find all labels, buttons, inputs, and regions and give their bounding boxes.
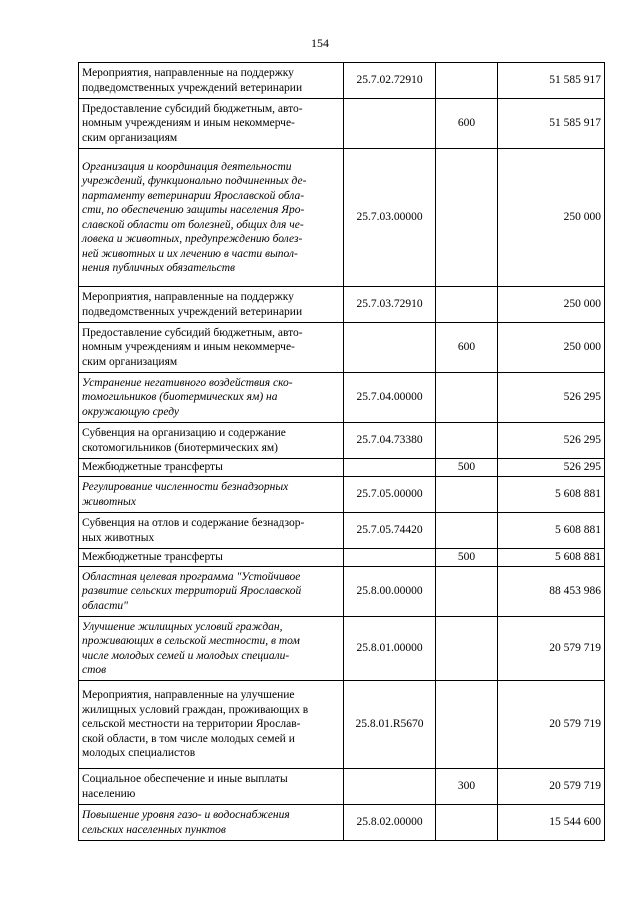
row-code-cell xyxy=(344,323,436,373)
row-code-cell: 25.7.02.72910 xyxy=(344,63,436,99)
row-name-line: Субвенция на отлов и содержание безнадзор- xyxy=(82,517,305,529)
row-name-line: номным учреждениям и иным некоммерче- xyxy=(82,341,295,354)
table-row xyxy=(79,805,605,841)
row-code-cell: 25.7.04.73380 xyxy=(344,423,436,459)
row-name-line: Субвенция на организацию и содержание xyxy=(82,427,286,439)
row-kind-cell: 300 xyxy=(436,769,498,805)
row-name-cell xyxy=(79,477,344,513)
row-kind-cell: 500 xyxy=(436,459,498,477)
row-kind-cell: 600 xyxy=(436,99,498,149)
row-amount-cell: 20 579 719 xyxy=(498,769,605,805)
row-kind-cell xyxy=(436,477,498,513)
table-row xyxy=(79,567,605,617)
row-code-cell: 25.8.00.00000 xyxy=(344,567,436,617)
table-row xyxy=(79,459,605,477)
table-row xyxy=(79,423,605,459)
row-name-line: славской области от болезней, общих для че- xyxy=(82,218,304,231)
row-name-cell xyxy=(79,323,344,373)
row-kind-cell xyxy=(436,513,498,549)
row-kind-cell xyxy=(436,373,498,423)
table-row xyxy=(79,287,605,323)
row-kind-cell xyxy=(436,423,498,459)
row-name-line: населению xyxy=(82,787,136,800)
row-amount-cell: 5 608 881 xyxy=(498,477,605,513)
row-name-line: Устранение негативного воздействия ско- xyxy=(82,376,293,389)
table-row xyxy=(79,99,605,149)
row-name-line: нения публичных обязательств xyxy=(82,262,236,274)
row-code-cell: 25.7.03.72910 xyxy=(344,287,436,323)
row-name-line: Мероприятия, направленные на поддержку xyxy=(82,291,294,303)
row-name-line: ским организациям xyxy=(82,355,178,368)
row-amount-cell: 88 453 986 xyxy=(498,567,605,617)
row-name-line: ским организациям xyxy=(82,131,178,144)
row-kind-cell: 600 xyxy=(436,323,498,373)
row-amount-cell: 20 579 719 xyxy=(498,681,605,769)
row-kind-cell xyxy=(436,805,498,841)
row-amount-cell: 5 608 881 xyxy=(498,549,605,567)
row-code-cell: 25.8.02.00000 xyxy=(344,805,436,841)
row-name-line: партаменту ветеринарии Ярославской обла- xyxy=(82,189,305,202)
row-code-cell: 25.8.01.00000 xyxy=(344,617,436,681)
row-amount-cell: 526 295 xyxy=(498,459,605,477)
row-name-line: Организация и координация деятельности xyxy=(82,160,292,173)
row-name-line: подведомственных учреждений ветеринарии xyxy=(82,305,303,318)
row-name-cell xyxy=(79,63,344,99)
table-row xyxy=(79,617,605,681)
row-amount-cell: 15 544 600 xyxy=(498,805,605,841)
table-row xyxy=(79,477,605,513)
page-number: 154 xyxy=(311,36,329,50)
row-code-cell xyxy=(344,459,436,477)
row-name-line: Мероприятия, направленные на поддержку xyxy=(82,67,294,79)
row-name-line: Предоставление субсидий бюджетным, авто- xyxy=(82,326,303,339)
row-name-line: Областная целевая программа "Устойчивое xyxy=(82,570,301,583)
row-name-line: Предоставление субсидий бюджетным, авто- xyxy=(82,102,303,115)
row-kind-cell xyxy=(436,567,498,617)
row-code-cell: 25.7.05.74420 xyxy=(344,513,436,549)
row-kind-cell xyxy=(436,63,498,99)
row-name-line: Регулирование численности безнадзорных xyxy=(82,481,289,493)
table-row xyxy=(79,681,605,769)
row-name-line: Мероприятия, направленные на улучшение xyxy=(82,689,295,702)
row-name-cell xyxy=(79,567,344,617)
row-kind-cell xyxy=(436,287,498,323)
row-name-line: животных xyxy=(82,495,136,508)
row-name-cell xyxy=(79,459,344,477)
row-name-line: молодых специалистов xyxy=(82,747,196,760)
row-name-cell xyxy=(79,617,344,681)
row-name-line: Межбюджетные трансферты xyxy=(82,551,223,564)
row-name-line: томогильников (биотермических ям) на xyxy=(82,391,278,404)
table-row xyxy=(79,149,605,287)
row-name-line: ней животных и их лечению в части выпол- xyxy=(82,247,298,260)
row-kind-cell xyxy=(436,617,498,681)
row-name-cell xyxy=(79,149,344,287)
row-amount-cell: 526 295 xyxy=(498,373,605,423)
row-name-line: Социальное обеспечение и иные выплаты xyxy=(82,773,288,785)
row-name-line: области" xyxy=(82,599,128,612)
row-code-cell: 25.7.04.00000 xyxy=(344,373,436,423)
row-name-line: жилищных условий граждан, проживающих в xyxy=(82,703,309,716)
row-amount-cell: 51 585 917 xyxy=(498,63,605,99)
row-code-cell: 25.8.01.R5670 xyxy=(344,681,436,769)
row-name-line: Межбюджетные трансферты xyxy=(82,461,223,474)
table-row xyxy=(79,513,605,549)
row-amount-cell: 526 295 xyxy=(498,423,605,459)
row-amount-cell: 250 000 xyxy=(498,149,605,287)
row-name-cell xyxy=(79,513,344,549)
row-code-cell xyxy=(344,549,436,567)
table-row xyxy=(79,323,605,373)
row-name-cell xyxy=(79,99,344,149)
row-code-cell: 25.7.05.00000 xyxy=(344,477,436,513)
row-name-line: ловека и животных, предупреждению болез- xyxy=(82,233,303,245)
row-name-cell xyxy=(79,681,344,769)
row-name-line: стов xyxy=(82,664,107,676)
row-name-line: Повышение уровня газо- и водоснабжения xyxy=(82,809,290,821)
row-name-line: проживающих в сельской местности, в том xyxy=(82,635,300,647)
row-name-line: сельской местности на территории Ярослав- xyxy=(82,718,301,731)
row-name-line: подведомственных учреждений ветеринарии xyxy=(82,81,303,94)
row-name-line: Улучшение жилищных условий граждан, xyxy=(82,620,283,633)
row-amount-cell: 51 585 917 xyxy=(498,99,605,149)
table-body xyxy=(79,63,605,841)
row-amount-cell: 20 579 719 xyxy=(498,617,605,681)
row-code-cell xyxy=(344,99,436,149)
row-name-line: сельских населенных пунктов xyxy=(82,823,226,836)
row-name-cell xyxy=(79,769,344,805)
row-name-line: ской области, в том числе молодых семей и xyxy=(82,732,295,745)
row-name-line: номным учреждениям и иным некоммерче- xyxy=(82,117,295,130)
row-kind-cell xyxy=(436,681,498,769)
table-row xyxy=(79,549,605,567)
row-name-line: ных животных xyxy=(82,531,155,544)
table-row xyxy=(79,769,605,805)
row-name-cell xyxy=(79,287,344,323)
table-row xyxy=(79,63,605,99)
row-amount-cell: 250 000 xyxy=(498,287,605,323)
row-name-cell xyxy=(79,423,344,459)
row-kind-cell: 500 xyxy=(436,549,498,567)
row-name-line: окружающую среду xyxy=(82,405,180,418)
row-name-cell xyxy=(79,805,344,841)
table-row xyxy=(79,373,605,423)
row-name-line: учреждений, функционально подчиненных де- xyxy=(82,175,307,187)
row-name-line: числе молодых семей и молодых специали- xyxy=(82,649,290,662)
row-name-line: развитие сельских территорий Ярославской xyxy=(82,585,302,598)
row-name-cell xyxy=(79,373,344,423)
row-code-cell xyxy=(344,769,436,805)
row-kind-cell xyxy=(436,149,498,287)
row-amount-cell: 5 608 881 xyxy=(498,513,605,549)
row-amount-cell: 250 000 xyxy=(498,323,605,373)
row-name-line: скотомогильников (биотермических ям) xyxy=(82,441,278,454)
budget-table xyxy=(78,62,605,841)
row-name-cell xyxy=(79,549,344,567)
row-name-line: сти, по обеспечению защиты населения Яро- xyxy=(82,204,305,216)
row-code-cell: 25.7.03.00000 xyxy=(344,149,436,287)
